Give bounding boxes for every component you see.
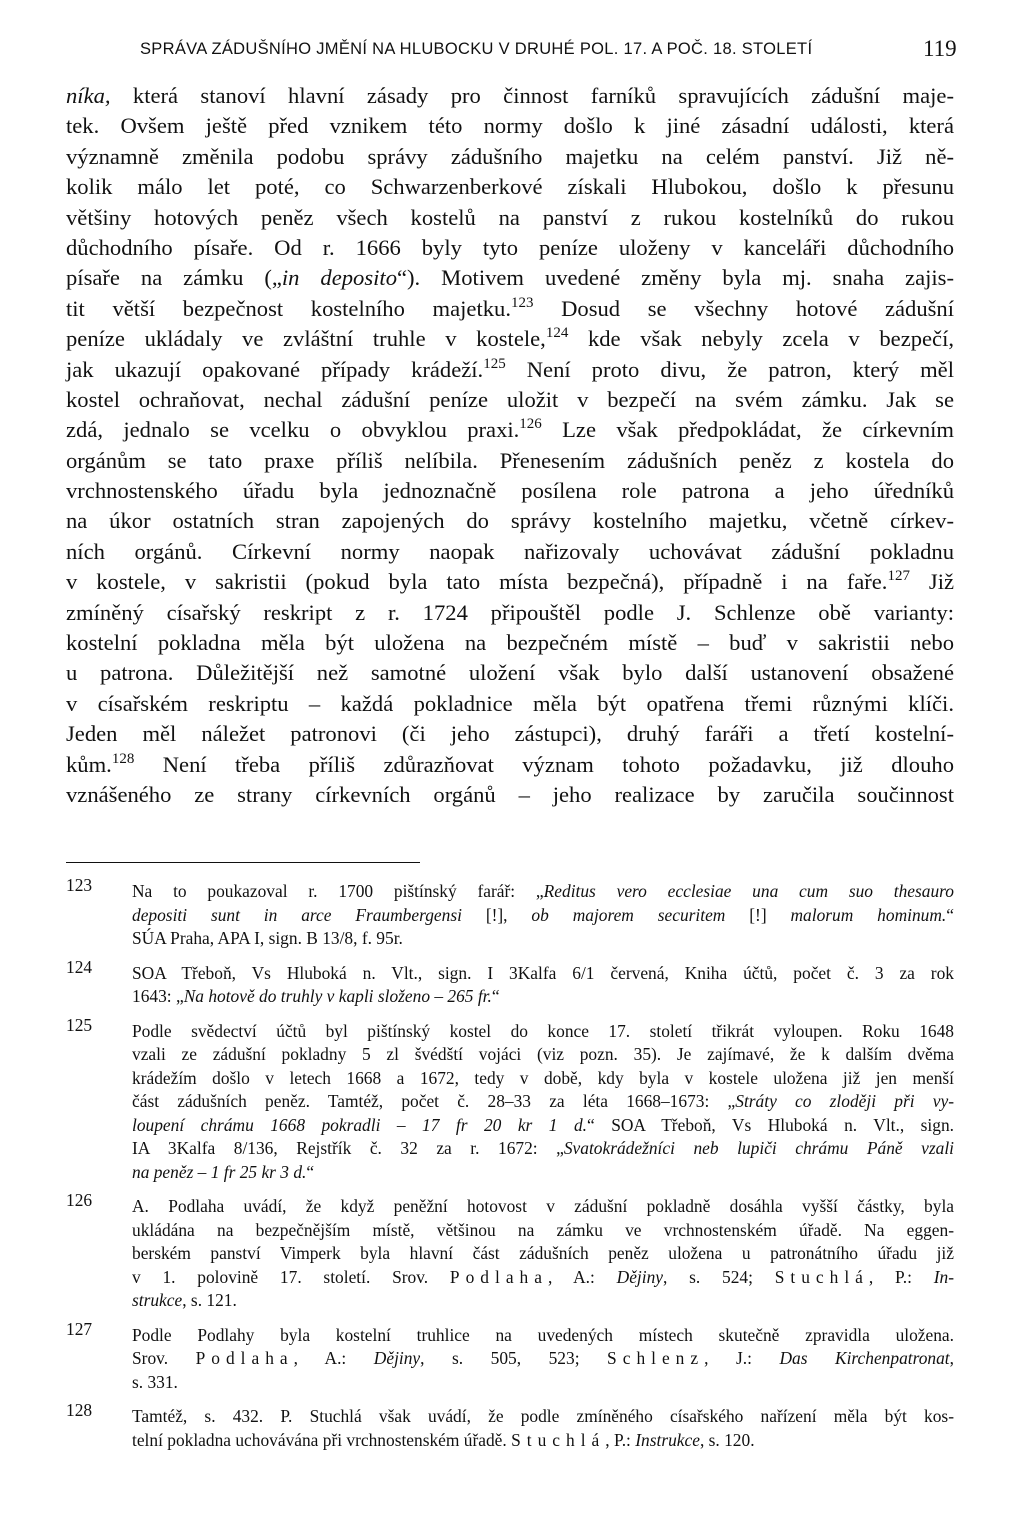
footnotes <box>66 875 955 1463</box>
text-line: jak ukazují opakované případy krádeží.$^{125}$ Není proto divu, že patron, který měl <box>66 355 954 382</box>
text-line: kolik málo let poté, co Schwarzenberkové získali Hlubokou, došlo k přesunu <box>66 174 954 200</box>
text-line: písaře na zámku („in deposito“). Motivem uvedené změny byla mj. snaha zajis- <box>66 265 954 291</box>
header-title: SPRÁVA ZÁDUŠNÍHO JMĚNÍ NA HLUBOCKU V DRUHÉ POL. 17. A POČ. 18. STOLETÍ <box>140 40 813 58</box>
text-line: níka, která stanoví hlavní zásady pro činnost farníků spravujících zádušní maje- <box>66 83 954 108</box>
footnote-number: 127 <box>66 1318 93 1339</box>
footnote-number: 125 <box>66 1014 93 1035</box>
text-line: Jeden měl náležet patronovi (či jeho zástupci), druhý faráři a třetí kostelní- <box>66 721 954 747</box>
page-number: 119 <box>923 36 957 61</box>
footnote-124: 124 SOA Třeboň, Vs Hluboká n. Vlt., sign. I 3Kalfa 6/1 červená, Kniha účtů, počet č. 3 za rok 1643: „Na hotově do truhly v kapli složeno – 265 fr.“ <box>66 956 954 1006</box>
footnote-123: 123 Na to poukazoval r. 1700 pištínský farář: „Reditus vero ecclesiae una cum suo thesauro depositi sunt in arce Fraumbergensi [!], ob majorem securitem [!] malorum hominum.“ SÚA Praha, APA I, sign. B 13/8, f. 95r. <box>66 875 954 948</box>
text-line: u patrona. Důležitější než samotné uložení však bylo další ustanovení obsažené <box>66 660 954 686</box>
italic-term: níka, <box>66 83 111 108</box>
footnote-ref[interactable]: 126 <box>519 416 542 433</box>
text-line: kostelní pokladna měla být uložena na bezpečném místě – buď v sakristii nebo <box>66 630 954 656</box>
text-line: důchodního písaře. Od r. 1666 byly tyto peníze uloženy v kanceláři důchodního <box>66 234 954 260</box>
text-line: zmíněný císařský reskript z r. 1724 připouštěl podle J. Schlenze obě varianty: <box>66 599 954 625</box>
footnote-127: 127 Podle Podlahy byla kostelní truhlice na uvedených místech skutečně zpravidla uložena. Srov. Podlaha, A.: Dějiny, s. 505, 523; Schlenz, J.: Das Kirchenpatronat, s. 331. <box>66 1318 954 1392</box>
footnote-ref[interactable]: 123 <box>510 294 534 311</box>
text-line: na úkor ostatních stran zapojených do správy kostelního majetku, včetně církev- <box>66 508 954 534</box>
running-header <box>0 34 1024 72</box>
footnote-number: 126 <box>66 1190 93 1210</box>
text-line: kům.$^{128}$ Není třeba příliš zdůrazňovat význam tohoto požadavku, již dlouho <box>66 750 954 777</box>
text-line: zdá, jednalo se vcelku o obvyklou praxi.$^{126}$ Lze však předpokládat, že církevním <box>66 416 954 443</box>
text-line: peníze ukládaly ve zvláštní truhle v kostele,$^{124}$ kde však nebyly zcela v bezpečí, <box>66 325 954 352</box>
text-line: vznášeného ze strany církevních orgánů – jeho realizace by zaručila součinnost <box>66 781 954 807</box>
text-line: orgánům se tato praxe příliš nelíbila. Přenesením zádušních peněz z kostela do <box>66 447 954 473</box>
main-text <box>66 81 954 810</box>
footnote-ref[interactable]: 127 <box>887 568 910 585</box>
footnote-number: 128 <box>66 1400 93 1420</box>
text-line: tit větší bezpečnost kostelního majetku.$^{123}$ Dosud se všechny hotové zádušní <box>66 294 954 321</box>
footnote-divider <box>66 862 420 863</box>
footnote-number: 123 <box>66 875 93 895</box>
text-line: ních orgánů. Církevní normy naopak nařizovaly uchovávat zádušní pokladnu <box>66 538 954 564</box>
footnote-ref[interactable]: 124 <box>545 325 569 342</box>
footnote-128: 128 Tamtéž, s. 432. P. Stuchlá však uvádí, že podle zmíněného císařského nařízení měla být kos- telní pokladna uchovávána při vrchnostenském úřadě. Stuchlá, P.: Instrukce, s. 120. <box>66 1400 954 1450</box>
text-line: v císařském reskriptu – každá pokladnice měla být opatřena třemi různými klíči. <box>66 690 954 716</box>
text-line: významně změnila podobu správy zádušního majetku na celém panství. Již ně- <box>66 143 954 169</box>
text-line: většiny hotových peněz všech kostelů na panství z rukou kostelníků do rukou <box>66 204 954 230</box>
footnote-number: 124 <box>66 956 93 977</box>
text-line: tek. Ovšem ještě před vznikem této normy došlo k jiné zásadní události, která <box>66 113 954 139</box>
footnote-ref[interactable]: 125 <box>483 355 506 372</box>
footnote-ref[interactable]: 128 <box>111 750 135 767</box>
text-line: v kostele, v sakristii (pokud byla tato místa bezpečná), případně i na faře.$^{127}$ Již <box>66 568 954 595</box>
italic-term: in deposito <box>281 265 397 291</box>
footnote-126: 126 A. Podlaha uvádí, že když peněžní hotovost v zádušní pokladně dosáhla vyšší částky, byla ukládána na bezpečnějším místě, většinou na zámku ve vrchnostenském úřadě. Na eggen- berském panství Vimperk byla hlavní část zádušních peněz uložena u patronátního úřadu již v 1. polovině 17. století. Srov. Podlaha, A.: Dějiny, s. 524; Stuchlá, P.: In- strukce, s. 121. <box>66 1190 954 1310</box>
text-line: kostel ochraňovat, nechal zádušní peníze uložit v bezpečí na svém zámku. Jak se <box>66 386 954 412</box>
footnote-125: 125 Podle svědectví účtů byl pištínský kostel do konce 17. století třikrát vyloupen. Roku 1648 vzali ze zádušní pokladny 5 zl švédští vojáci (viz pozn. 35). Je zajímavé, že k dalším dvěma krádežím došlo v letech 1668 a 1672, tedy v době, kdy byla v kostele uložena již jen menší část zádušních peněz. Tamtéž, počet č. 28–33 za léta 1668–1673: „Stráty co zloději při vy- loupení chrámu 1668 pokradli – 17 fr 20 kr 1 d.“ SOA Třeboň, Vs Hluboká n. Vlt., sign. IA 3Kalfa 8/136, Rejstřík č. 32 za r. 1672: „Svatokrádežníci neb lupiči chrámu Páně vzali na peněz – 1 fr 25 kr 3 d.“ <box>66 1014 955 1182</box>
text-line: vrchnostenského úřadu byla jednoznačně posílena role patrona a jeho úředníků <box>66 478 954 504</box>
